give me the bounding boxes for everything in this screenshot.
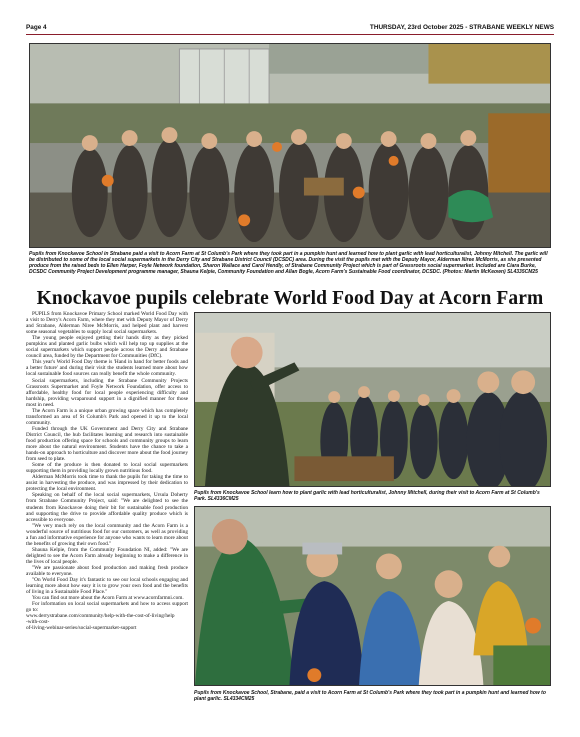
paragraph: Alderman McMorris took time to thank the pupils for taking the time to assist in harvesting the produce, and was impressed by their dedication to protecting the local environment.	[26, 474, 188, 493]
paragraph: Shauna Kelpie, from the Community Foundation NI, added: "We are delighted to see the Acorn Farm already beginning to make a difference in the lives of local people.	[26, 546, 188, 565]
bottom-photo-caption: Pupils from Knockavoe School, Strabane, paid a visit to Acorn Farm at St Columb's Park where they took part in a pumpkin hunt and learned how to plant garlic. SL4334CM25	[194, 690, 546, 703]
paragraph: The young people enjoyed getting their hands dirty as they picked pumpkins and planted garlic bulbs which will help top up supplies at the social supermarkets which support people across the Derry and Strabane council area, funded by the Department for Communities (DfC).	[26, 335, 188, 360]
group-photo-greenhouse	[30, 44, 550, 247]
page-title: Knockavoe pupils celebrate World Food Day at Acorn Farm	[36, 288, 544, 309]
paragraph: You can find out more about the Acorn Farm at www.acornfarmni.com.	[32, 595, 184, 602]
header-rule	[26, 34, 554, 35]
paragraph: Funded through the UK Government and Derry City and Strabane District Council, the hub facilitates learning and research into sustainable food production offering space for schools and community groups to learn more about the natural environment. Students have the chance to take a hands-on approach to horticulture and discover more about the food journey from seed to plate.	[26, 425, 188, 463]
support-link[interactable]: of-living-webinar-series/social-supermarket-support	[26, 625, 137, 632]
paragraph: The Acorn Farm is a unique urban growing space which has completely transformed an area of St Columb's Park and opened it up to the local community.	[26, 407, 188, 426]
top-photo	[29, 43, 551, 248]
paragraph: For information on local social supermarkets and how to access support go to:	[26, 601, 188, 614]
paragraph: PUPILS from Knockavoe Primary School marked World Food Day with a visit to Derry's Acorn Farm, where they met with Deputy Mayor of Derry and Strabane, Alderman Niree McMorris, and helped plant and harvest some seasonal vegetables to supply local social supermarkets.	[26, 311, 188, 336]
paragraph: This year's World Food Day theme is 'Hand in hand for better foods and a better future' and during their visit the students learned more about how local sustainable food sources can really benefit the whole community.	[26, 359, 188, 378]
paragraph: "On World Food Day it's fantastic to see our local schools engaging and learning more about how easy it is to grow your own food and the benefits of living in a Sustainable Food Place."	[26, 577, 188, 596]
top-photo-caption: Pupils from Knockavoe School in Strabane paid a visit to Acorn Farm at St Columb's Park where they took part in a pumpkin hunt and learned how to plant garlic with lead horticulturalist, Johnny Mitchell. The garlic will be distributed to some of the local social supermarkets in the Derry City and Strabane District Council (DCSDC) area. During the visit the pupils met with the Deputy Mayor, Alderman Niree McMorris, as she presented produce from the raised beds to Ellen Harper, Foyle Network foundation, Sharon Wallace and Carol Hendly, of Strabane Community Project which is part of Grassroots social supermarket. Included are Ciara Burke, DCSDC Community Project Development programme manager, Shauna Kelpie, Community Foundation and Allan Bogle, Acorn Farm's Sustainable Food coordinator, DCSDC. (Photos: Martin McKeown) SL4335CM25	[29, 251, 548, 276]
middle-photo-caption: Pupils from Knockavoe School learn how to plant garlic with lead horticulturalist, Johnny Mitchell, during their visit to Acorn Farm at St Columb's Park. SL4336CM25	[194, 490, 540, 503]
page-header	[26, 22, 554, 34]
teacher-pupils-photo	[195, 313, 550, 486]
page-number: Page 4	[26, 24, 47, 31]
paragraph: Social supermarkets, including the Strabane Community Projects Grassroots Supermarket and Foyle Network Foundation, offer access to affordable, healthy food for local people experiencing difficulty and hardship, providing wraparound support in a dignified manner for those most in need.	[26, 377, 188, 408]
article-body	[26, 311, 188, 711]
paragraph: Speaking on behalf of the local social supermarkets, Ursula Doherty from Strabane Community Project, said: "We are delighted to see the students from Knockavoe doing their bit for sustainable food production and supporting the drive to provide affordable quality produce which is accessible to everyone.	[26, 492, 188, 523]
issue-date: THURSDAY, 23rd October 2025 - STRABANE WEEKLY NEWS	[369, 24, 554, 31]
support-link[interactable]: www.derrystrabane.com/community/help-with-the-cost-of-living/help	[26, 613, 175, 620]
bottom-photo	[194, 506, 551, 686]
paragraph: Some of the produce is then donated to local social supermarkets supporting them in providing locally grown nutritious food.	[26, 462, 188, 475]
paragraph: "We very much rely on the local community and the Acorn Farm is a wonderful source of nutritious food for our customers, as well as providing a fun and informative experience for anyone who wants to learn more about the benefits of growing their own food."	[26, 522, 188, 547]
support-link[interactable]: -with-cost-	[26, 619, 50, 626]
paragraph: "We are passionate about food production and making fresh produce available to everyone.	[26, 564, 188, 578]
middle-photo	[194, 312, 551, 487]
pumpkin-hunt-photo	[195, 507, 550, 685]
